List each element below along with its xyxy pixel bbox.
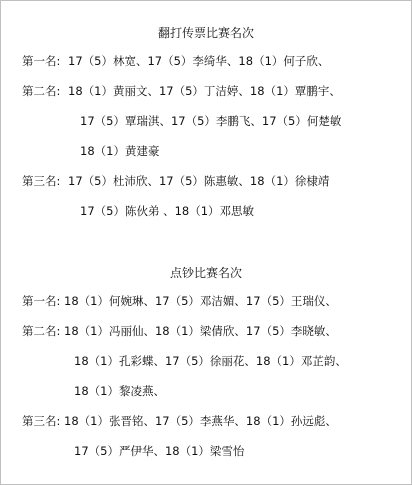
- section-title-transfer-ticket: 翻打传票比赛名次: [157, 26, 254, 40]
- section-title-money-counting: 点钞比赛名次: [169, 266, 242, 280]
- rank-label: 第三名:: [22, 174, 61, 188]
- rank-names-continued: 17（5）严伊华、18（1）梁雪怡: [74, 444, 245, 458]
- list-item: [22, 174, 329, 188]
- rank-names-continued: 18（1）黄建豪: [80, 144, 160, 158]
- rank-names-continued: 18（1）孔彩蝶、17（5）徐丽花、18（1）邓芷韵、: [74, 354, 347, 368]
- rank-names: 17（5）林宽、17（5）李绮华、18（1）何子欣、: [68, 54, 330, 68]
- list-item: [22, 294, 337, 308]
- rank-names: 18（1）张晋铭、17（5）李燕华、18（1）孙远彪、: [64, 414, 337, 428]
- rank-label: 第三名:: [22, 414, 61, 428]
- rank-label: 第二名:: [22, 84, 61, 98]
- rank-names-continued: 17（5）覃瑞淇、17（5）李鹏飞、17（5）何楚敏: [80, 114, 342, 128]
- rank-names: 18（1）何婉琳、17（5）邓洁媚、17（5）王瑞仪、: [64, 294, 337, 308]
- list-item: [22, 324, 337, 338]
- rank-names: 18（1）冯丽仙、18（1）梁倩欣、17（5）李晓敏、: [64, 324, 337, 338]
- rank-label: 第一名:: [22, 54, 61, 68]
- rank-label: 第二名:: [22, 324, 61, 338]
- rank-names-continued: 18（1）黎凌燕、: [74, 384, 165, 398]
- list-item: [22, 414, 337, 428]
- rank-names: 18（1）黄丽文、17（5）丁洁婷、18（1）覃鹏宇、: [68, 84, 341, 98]
- rank-names: 17（5）杜沛欣、17（5）陈惠敏、18（1）徐棣靖: [68, 174, 330, 188]
- rank-names-continued: 17（5）陈伙弟 、18（1）邓思敏: [80, 204, 255, 218]
- rank-label: 第一名:: [22, 294, 61, 308]
- list-item: [22, 84, 341, 98]
- list-item: [22, 54, 329, 68]
